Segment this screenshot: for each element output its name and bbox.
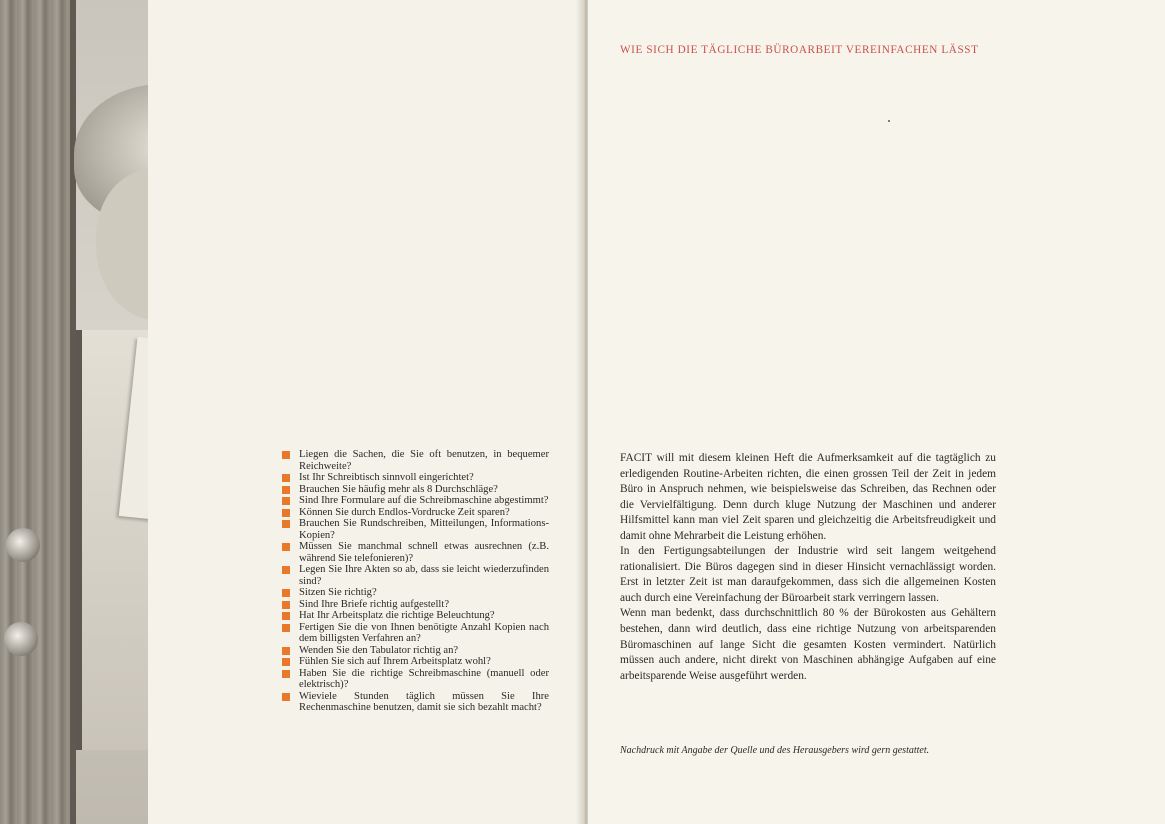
checklist-item-text: Liegen die Sachen, die Sie oft benutzen, in bequemer Reichweite? [299, 449, 549, 472]
orange-square-icon [282, 486, 290, 494]
checklist-item [282, 587, 549, 599]
orange-square-icon [282, 509, 290, 517]
orange-square-icon [282, 589, 290, 597]
orange-square-icon [282, 612, 290, 620]
running-head: WIE SICH DIE TÄGLICHE BÜROARBEIT VEREINFACHEN LÄSST [620, 44, 979, 56]
checklist-item [282, 507, 549, 519]
checklist-item-text: Sind Ihre Formulare auf die Schreibmaschine abgestimmt? [299, 495, 549, 506]
checklist-item-text: Wenden Sie den Tabulator richtig an? [299, 644, 459, 656]
question-checklist [282, 449, 549, 714]
checklist-item [282, 691, 549, 714]
body-text [620, 451, 996, 684]
checklist-item-text: Wieviele Stunden täglich müssen Sie Ihre Rechenmaschine benutzen, damit sie sich bezahlt macht? [299, 690, 549, 713]
checklist-item-text: Hat Ihr Arbeitsplatz die richtige Beleuchtung? [299, 610, 495, 621]
checklist-item [282, 610, 549, 622]
checklist-item [282, 622, 549, 645]
checklist-item [282, 484, 549, 496]
door-knob [4, 622, 38, 656]
checklist-item-text: Haben Sie die richtige Schreibmaschine (manuell oder elektrisch)? [299, 667, 549, 690]
orange-square-icon [282, 647, 290, 655]
checklist-item-text: Ist Ihr Schreibtisch sinnvoll eingerichtet? [299, 472, 474, 483]
checklist-item [282, 449, 549, 472]
right-page [588, 0, 1165, 824]
door-knob [6, 528, 40, 562]
checklist-item-text: Fühlen Sie sich auf Ihrem Arbeitsplatz wohl? [299, 656, 491, 667]
checklist-item-text: Müssen Sie manchmal schnell etwas ausrechnen (z.B. während Sie telefonieren)? [299, 541, 549, 564]
checklist-item [282, 645, 549, 657]
checklist-item-text: Brauchen Sie häufig mehr als 8 Durchschläge? [299, 483, 498, 495]
orange-square-icon [282, 624, 290, 632]
checklist-item-text: Können Sie durch Endlos-Vordrucke Zeit sparen? [299, 506, 510, 518]
checklist-item-text: Fertigen Sie die von Ihnen benötigte Anzahl Kopien nach dem billigsten Verfahren an? [299, 621, 549, 644]
body-paragraph: FACIT will mit diesem kleinen Heft die Aufmerksamkeit auf die tagtäglich zu erledigenden Routine-Arbeiten richten, die einen grossen Teil der Zeit in jedem Büro in Anspruch nehmen, wie beispielsweise das Schreiben, das Rechnen oder die Vervielfältigung. Denn durch kluge Nutzung der Maschinen und anderer Hilfsmittel kann man viel Zeit sparen und gleichzeitig die Arbeitsfreudigkeit und damit ohne Mehrarbeit die Leistung erhöhen. [620, 452, 996, 542]
orange-square-icon [282, 693, 290, 701]
body-paragraph: In den Fertigungsabteilungen der Industrie wird seit langem weitgehend rationalisiert. Die Büros dagegen sind in dieser Hinsicht vernachlässigt worden. Erst in letzter Zeit ist man daraufgekommen, dass sich die allgemeinen Kosten auch durch eine Vereinfachung der Büroarbeit stark verringern lassen. [620, 545, 996, 604]
reprint-note: Nachdruck mit Angabe der Quelle und des Herausgebers wird gern gestattet. [620, 745, 930, 756]
orange-square-icon [282, 474, 290, 482]
checklist-item-text: Sind Ihre Briefe richtig aufgestellt? [299, 598, 450, 610]
checklist-item [282, 599, 549, 611]
checklist-item [282, 564, 549, 587]
checklist-item [282, 518, 549, 541]
orange-square-icon [282, 670, 290, 678]
orange-square-icon [282, 497, 290, 505]
checklist-item [282, 472, 549, 484]
checklist-item-text: Sitzen Sie richtig? [299, 587, 377, 598]
orange-square-icon [282, 543, 290, 551]
checklist-item [282, 541, 549, 564]
orange-square-icon [282, 566, 290, 574]
checklist-item [282, 656, 549, 668]
checklist-item [282, 668, 549, 691]
checklist-item-text: Legen Sie Ihre Akten so ab, dass sie leicht wiederzufinden sind? [299, 564, 549, 587]
woman-at-door-photo [0, 0, 148, 824]
checklist-item [282, 495, 549, 507]
door-frame [0, 0, 76, 824]
orange-square-icon [282, 451, 290, 459]
orange-square-icon [282, 658, 290, 666]
orange-square-icon [282, 520, 290, 528]
orange-square-icon [282, 601, 290, 609]
body-paragraph: Wenn man bedenkt, dass durchschnittlich 80 % der Bürokosten aus Gehältern bestehen, dann wird deutlich, dass eine richtige Nutzung von arbeitsparenden Büromaschinen auf lange Sicht die gesamten Kosten vermindert. Natürlich müssen auch andere, nicht direkt von Maschinen abhängige Aufgaben auf eine arbeitsparende Weise ausgeführt werden. [620, 607, 996, 682]
checklist-item-text: Brauchen Sie Rundschreiben, Mitteilungen, Informations-Kopien? [299, 518, 549, 541]
